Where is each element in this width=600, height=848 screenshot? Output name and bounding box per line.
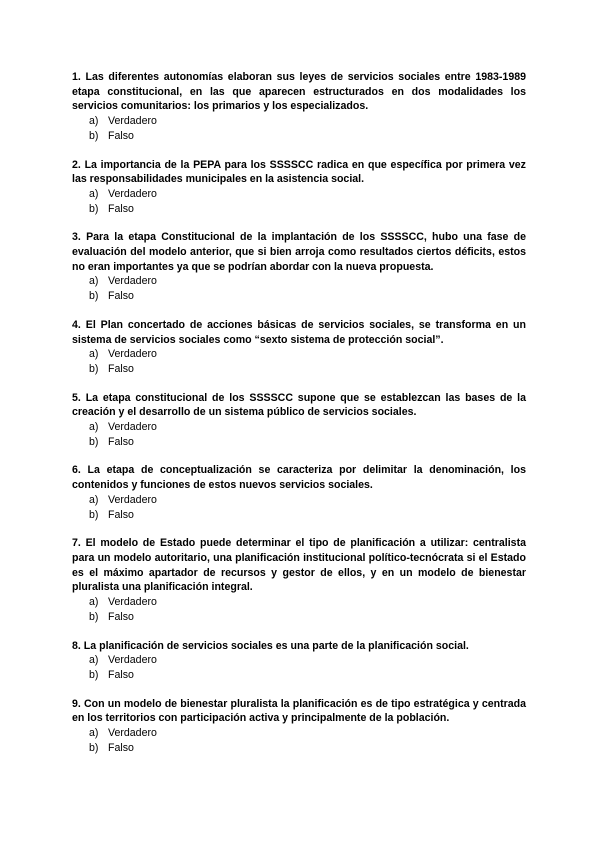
answer-option-verdadero <box>72 726 526 741</box>
option-label: Verdadero <box>108 187 157 200</box>
answer-option-verdadero <box>72 653 526 668</box>
answer-options <box>72 726 526 755</box>
question-statement: Con un modelo de bienestar pluralista la planificación es de tipo estratégica y centrada en los territorios con participación activa y principalmente de la población. <box>72 697 527 725</box>
answer-option-verdadero <box>72 114 526 129</box>
question-4 <box>72 318 526 377</box>
answer-options <box>72 187 526 216</box>
question-statement: El modelo de Estado puede determinar el tipo de planificación a utilizar: centralista para un modelo autoritario, una planificación institucional político-tecnócrata si el Estado es el máximo apartador de recursos y gestor de ellos, y en un modelo de bienestar pluralista una planificación integral. <box>72 537 526 594</box>
answer-option-verdadero <box>72 595 526 610</box>
question-text <box>72 318 526 347</box>
answer-option-falso <box>72 508 526 523</box>
question-spacer <box>72 216 526 230</box>
answer-option-falso <box>72 362 526 377</box>
answer-option-verdadero <box>72 187 526 202</box>
option-letter: b) <box>89 290 99 303</box>
answer-options <box>72 420 526 449</box>
question-spacer <box>72 683 526 697</box>
option-label: Falso <box>108 508 134 521</box>
option-letter: a) <box>89 115 99 128</box>
answer-option-falso <box>72 668 526 683</box>
question-number: 2. <box>72 158 81 171</box>
question-number: 7. <box>72 537 81 550</box>
question-1 <box>72 70 526 144</box>
question-spacer <box>72 625 526 639</box>
question-statement: El Plan concertado de acciones básicas de servicios sociales, se transforma en un sistema de servicios sociales como “sexto sistema de protección social”. <box>72 318 527 346</box>
question-spacer <box>72 449 526 463</box>
option-letter: b) <box>89 508 99 521</box>
answer-option-falso <box>72 202 526 217</box>
option-letter: b) <box>89 610 99 623</box>
question-5 <box>72 391 526 450</box>
answer-options <box>72 493 526 522</box>
question-number: 6. <box>72 464 81 477</box>
option-letter: a) <box>89 727 99 740</box>
answer-option-falso <box>72 289 526 304</box>
answer-option-falso <box>72 741 526 756</box>
answer-option-verdadero <box>72 420 526 435</box>
option-letter: a) <box>89 275 99 288</box>
question-9 <box>72 697 526 756</box>
option-label: Verdadero <box>108 596 157 609</box>
option-label: Falso <box>108 362 134 375</box>
question-statement: Para la etapa Constitucional de la implantación de los SSSSCC, hubo una fase de evaluación del modelo anterior, que si bien arroja como resultados ciertos déficits, estos no eran importantes ya que se podrían abordar con la nueva propuesta. <box>72 231 526 273</box>
question-text <box>72 536 526 595</box>
option-letter: b) <box>89 741 99 754</box>
option-letter: a) <box>89 596 99 609</box>
quiz-document <box>72 70 526 755</box>
question-number: 1. <box>72 71 81 83</box>
option-label: Verdadero <box>108 493 157 506</box>
question-number: 9. <box>72 697 81 710</box>
option-label: Falso <box>108 202 134 215</box>
answer-options <box>72 114 526 143</box>
option-label: Verdadero <box>108 654 157 667</box>
option-letter: a) <box>89 654 99 667</box>
option-label: Verdadero <box>108 115 157 128</box>
question-spacer <box>72 377 526 391</box>
option-label: Verdadero <box>108 348 157 361</box>
answer-option-falso <box>72 435 526 450</box>
question-statement: La etapa de conceptualización se caracteriza por delimitar la denominación, los contenidos y funciones de estos nuevos servicios sociales. <box>72 464 526 492</box>
question-text <box>72 70 526 114</box>
question-text <box>72 391 526 420</box>
option-letter: a) <box>89 187 99 200</box>
option-letter: b) <box>89 202 99 215</box>
question-number: 5. <box>72 391 81 404</box>
option-letter: b) <box>89 129 99 142</box>
question-7 <box>72 536 526 624</box>
answer-option-falso <box>72 610 526 625</box>
question-number: 4. <box>72 318 81 331</box>
option-letter: a) <box>89 421 99 434</box>
question-text <box>72 697 526 726</box>
answer-options <box>72 595 526 624</box>
question-6 <box>72 463 526 522</box>
answer-option-verdadero <box>72 493 526 508</box>
question-3 <box>72 230 526 304</box>
question-text <box>72 158 526 187</box>
option-letter: a) <box>89 493 99 506</box>
question-statement: La planificación de servicios sociales es una parte de la planificación social. <box>83 639 469 652</box>
option-label: Falso <box>108 129 134 142</box>
question-number: 8. <box>72 639 81 652</box>
question-statement: Las diferentes autonomías elaboran sus leyes de servicios sociales entre 1983-1989 etapa constitucional, en las que aparecen estructurados en dos modalidades los servicios comunitarios: los primarios y los especializados. <box>72 71 526 113</box>
question-spacer <box>72 522 526 536</box>
option-label: Falso <box>108 610 134 623</box>
question-2 <box>72 158 526 217</box>
option-letter: b) <box>89 362 99 375</box>
option-label: Verdadero <box>108 727 157 740</box>
answer-option-verdadero <box>72 274 526 289</box>
answer-options <box>72 653 526 682</box>
option-letter: a) <box>89 348 99 361</box>
option-letter: b) <box>89 668 99 681</box>
option-letter: b) <box>89 435 99 448</box>
option-label: Falso <box>108 741 134 754</box>
question-text <box>72 463 526 492</box>
option-label: Falso <box>108 668 134 681</box>
answer-option-verdadero <box>72 347 526 362</box>
option-label: Verdadero <box>108 275 157 288</box>
question-spacer <box>72 144 526 158</box>
question-text <box>72 230 526 274</box>
question-statement: La etapa constitucional de los SSSSCC supone que se establezcan las bases de la creación y el desarrollo de un sistema público de servicios sociales. <box>72 391 526 419</box>
question-statement: La importancia de la PEPA para los SSSSCC radica en que específica por primera vez las responsabilidades municipales en la asistencia social. <box>72 158 526 186</box>
question-spacer <box>72 304 526 318</box>
question-number: 3. <box>72 231 81 244</box>
question-8 <box>72 639 526 683</box>
answer-option-falso <box>72 129 526 144</box>
answer-options <box>72 274 526 303</box>
option-label: Verdadero <box>108 421 157 434</box>
option-label: Falso <box>108 290 134 303</box>
option-label: Falso <box>108 435 134 448</box>
question-text <box>72 639 526 654</box>
answer-options <box>72 347 526 376</box>
